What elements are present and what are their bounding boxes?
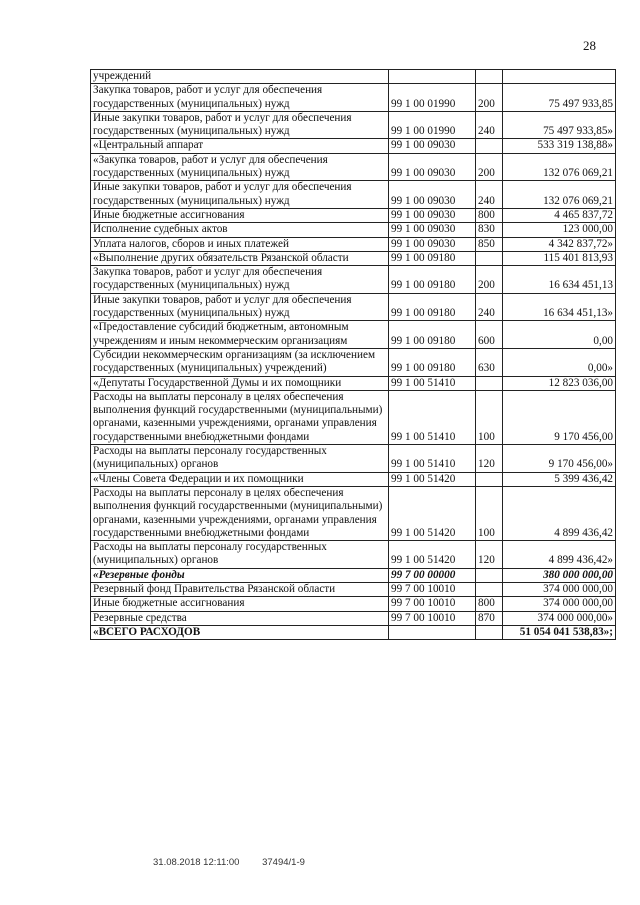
row-name: Резервные средства — [91, 611, 389, 625]
row-name: учреждений — [91, 70, 389, 84]
table-row — [91, 390, 616, 444]
row-code: 99 1 00 09030 — [389, 208, 476, 222]
page-number: 28 — [583, 38, 596, 53]
row-code: 99 1 00 09030 — [389, 181, 476, 209]
footer-timestamp: 31.08.2018 12:11:00 — [153, 857, 240, 868]
row-code: 99 1 00 09030 — [389, 223, 476, 237]
row-name: «Депутаты Государственной Думы и их помощники — [91, 376, 389, 390]
row-expense-type — [476, 472, 503, 486]
row-expense-type — [476, 251, 503, 265]
row-amount: 0,00 — [503, 321, 616, 349]
row-amount: 0,00» — [503, 348, 616, 376]
table-row — [91, 376, 616, 390]
row-code: 99 7 00 10010 — [389, 611, 476, 625]
row-code: 99 1 00 51410 — [389, 390, 476, 444]
row-name: «Резервные фонды — [91, 568, 389, 582]
row-expense-type: 870 — [476, 611, 503, 625]
row-name: Субсидии некоммерческим организациям (за исключением государственных (муниципальных) учреждений) — [91, 348, 389, 376]
row-code: 99 7 00 00000 — [389, 568, 476, 582]
row-name: «Выполнение других обязательств Рязанской области — [91, 251, 389, 265]
row-expense-type: 830 — [476, 223, 503, 237]
row-amount: 4 899 436,42 — [503, 486, 616, 540]
table-row — [91, 111, 616, 139]
table-row — [91, 84, 616, 112]
table-row — [91, 486, 616, 540]
table-row — [91, 348, 616, 376]
row-expense-type: 800 — [476, 597, 503, 611]
row-name: Закупка товаров, работ и услуг для обеспечения государственных (муниципальных) нужд — [91, 266, 389, 294]
row-name: «Центральный аппарат — [91, 139, 389, 153]
row-expense-type: 120 — [476, 445, 503, 473]
row-code — [389, 70, 476, 84]
row-code: 99 1 00 51410 — [389, 445, 476, 473]
footer-doc-id: 37494/1-9 — [262, 857, 305, 868]
row-expense-type: 240 — [476, 293, 503, 321]
row-name: Расходы на выплаты персоналу государственных (муниципальных) органов — [91, 445, 389, 473]
row-amount: 4 465 837,72 — [503, 208, 616, 222]
row-amount: 132 076 069,21 — [503, 153, 616, 181]
table-row — [91, 251, 616, 265]
row-amount: 9 170 456,00» — [503, 445, 616, 473]
row-amount: 4 342 837,72» — [503, 237, 616, 251]
row-code: 99 1 00 09030 — [389, 153, 476, 181]
row-name: «Предоставление субсидий бюджетным, автономным учреждениям и иным некоммерческим организациям — [91, 321, 389, 349]
row-amount: 123 000,00 — [503, 223, 616, 237]
table-row — [91, 223, 616, 237]
row-expense-type: 630 — [476, 348, 503, 376]
row-expense-type — [476, 70, 503, 84]
row-code: 99 1 00 09180 — [389, 293, 476, 321]
row-expense-type: 120 — [476, 541, 503, 569]
row-name: Закупка товаров, работ и услуг для обеспечения государственных (муниципальных) нужд — [91, 84, 389, 112]
row-code: 99 1 00 09180 — [389, 321, 476, 349]
row-expense-type: 240 — [476, 181, 503, 209]
table-row — [91, 237, 616, 251]
table-row — [91, 293, 616, 321]
row-code: 99 1 00 09180 — [389, 251, 476, 265]
row-amount: 4 899 436,42» — [503, 541, 616, 569]
row-expense-type — [476, 568, 503, 582]
row-expense-type — [476, 376, 503, 390]
row-code: 99 7 00 10010 — [389, 582, 476, 596]
row-amount: 75 497 933,85» — [503, 111, 616, 139]
row-name: Иные закупки товаров, работ и услуг для обеспечения государственных (муниципальных) нужд — [91, 293, 389, 321]
row-name: Иные закупки товаров, работ и услуг для обеспечения государственных (муниципальных) нужд — [91, 181, 389, 209]
row-expense-type — [476, 582, 503, 596]
row-name: Расходы на выплаты персоналу в целях обеспечения выполнения функций государственными (муниципальными) органами, казенными учреждениями, органами управления государственными внебюджетными фондами — [91, 486, 389, 540]
row-amount: 533 319 138,88» — [503, 139, 616, 153]
row-expense-type: 600 — [476, 321, 503, 349]
row-code: 99 1 00 51410 — [389, 376, 476, 390]
row-expense-type: 200 — [476, 153, 503, 181]
row-amount: 75 497 933,85 — [503, 84, 616, 112]
row-expense-type: 100 — [476, 390, 503, 444]
row-code: 99 1 00 01990 — [389, 111, 476, 139]
row-name: Расходы на выплаты персоналу государственных (муниципальных) органов — [91, 541, 389, 569]
row-expense-type: 200 — [476, 266, 503, 294]
row-name: Резервный фонд Правительства Рязанской области — [91, 582, 389, 596]
budget-table — [90, 69, 616, 640]
row-expense-type — [476, 625, 503, 639]
row-expense-type: 850 — [476, 237, 503, 251]
row-name: Уплата налогов, сборов и иных платежей — [91, 237, 389, 251]
row-name: «Члены Совета Федерации и их помощники — [91, 472, 389, 486]
row-amount: 51 054 041 538,83»; — [503, 625, 616, 639]
row-amount: 12 823 036,00 — [503, 376, 616, 390]
table-row — [91, 181, 616, 209]
table-row — [91, 321, 616, 349]
row-amount: 374 000 000,00» — [503, 611, 616, 625]
row-code: 99 1 00 09180 — [389, 266, 476, 294]
table-row — [91, 597, 616, 611]
row-expense-type — [476, 139, 503, 153]
row-code: 99 1 00 01990 — [389, 84, 476, 112]
row-code: 99 7 00 10010 — [389, 597, 476, 611]
row-amount: 5 399 436,42 — [503, 472, 616, 486]
row-amount: 115 401 813,93 — [503, 251, 616, 265]
row-amount: 374 000 000,00 — [503, 582, 616, 596]
row-code: 99 1 00 51420 — [389, 541, 476, 569]
table-row — [91, 139, 616, 153]
row-name: «Закупка товаров, работ и услуг для обеспечения государственных (муниципальных) нужд — [91, 153, 389, 181]
row-code: 99 1 00 51420 — [389, 486, 476, 540]
row-name: Расходы на выплаты персоналу в целях обеспечения выполнения функций государственными (муниципальными) органами, казенными учреждениями, органами управления государственными внебюджетными фондами — [91, 390, 389, 444]
row-name: Исполнение судебных актов — [91, 223, 389, 237]
row-amount: 16 634 451,13» — [503, 293, 616, 321]
row-expense-type: 800 — [476, 208, 503, 222]
row-amount: 9 170 456,00 — [503, 390, 616, 444]
row-amount: 132 076 069,21 — [503, 181, 616, 209]
table-row — [91, 266, 616, 294]
row-name: Иные бюджетные ассигнования — [91, 597, 389, 611]
table-row — [91, 568, 616, 582]
row-name: Иные бюджетные ассигнования — [91, 208, 389, 222]
row-amount — [503, 70, 616, 84]
row-amount: 374 000 000,00 — [503, 597, 616, 611]
budget-table-body — [91, 70, 616, 640]
table-row — [91, 208, 616, 222]
table-row — [91, 70, 616, 84]
table-row — [91, 445, 616, 473]
row-name: «ВСЕГО РАСХОДОВ — [91, 625, 389, 639]
table-row — [91, 625, 616, 639]
row-amount: 380 000 000,00 — [503, 568, 616, 582]
row-expense-type: 240 — [476, 111, 503, 139]
row-code: 99 1 00 09030 — [389, 237, 476, 251]
row-amount: 16 634 451,13 — [503, 266, 616, 294]
table-row — [91, 153, 616, 181]
footer — [153, 857, 325, 868]
table-row — [91, 611, 616, 625]
row-code: 99 1 00 09180 — [389, 348, 476, 376]
table-row — [91, 582, 616, 596]
row-name: Иные закупки товаров, работ и услуг для обеспечения государственных (муниципальных) нужд — [91, 111, 389, 139]
row-code — [389, 625, 476, 639]
row-code: 99 1 00 51420 — [389, 472, 476, 486]
row-expense-type: 200 — [476, 84, 503, 112]
table-row — [91, 472, 616, 486]
table-row — [91, 541, 616, 569]
row-code: 99 1 00 09030 — [389, 139, 476, 153]
row-expense-type: 100 — [476, 486, 503, 540]
